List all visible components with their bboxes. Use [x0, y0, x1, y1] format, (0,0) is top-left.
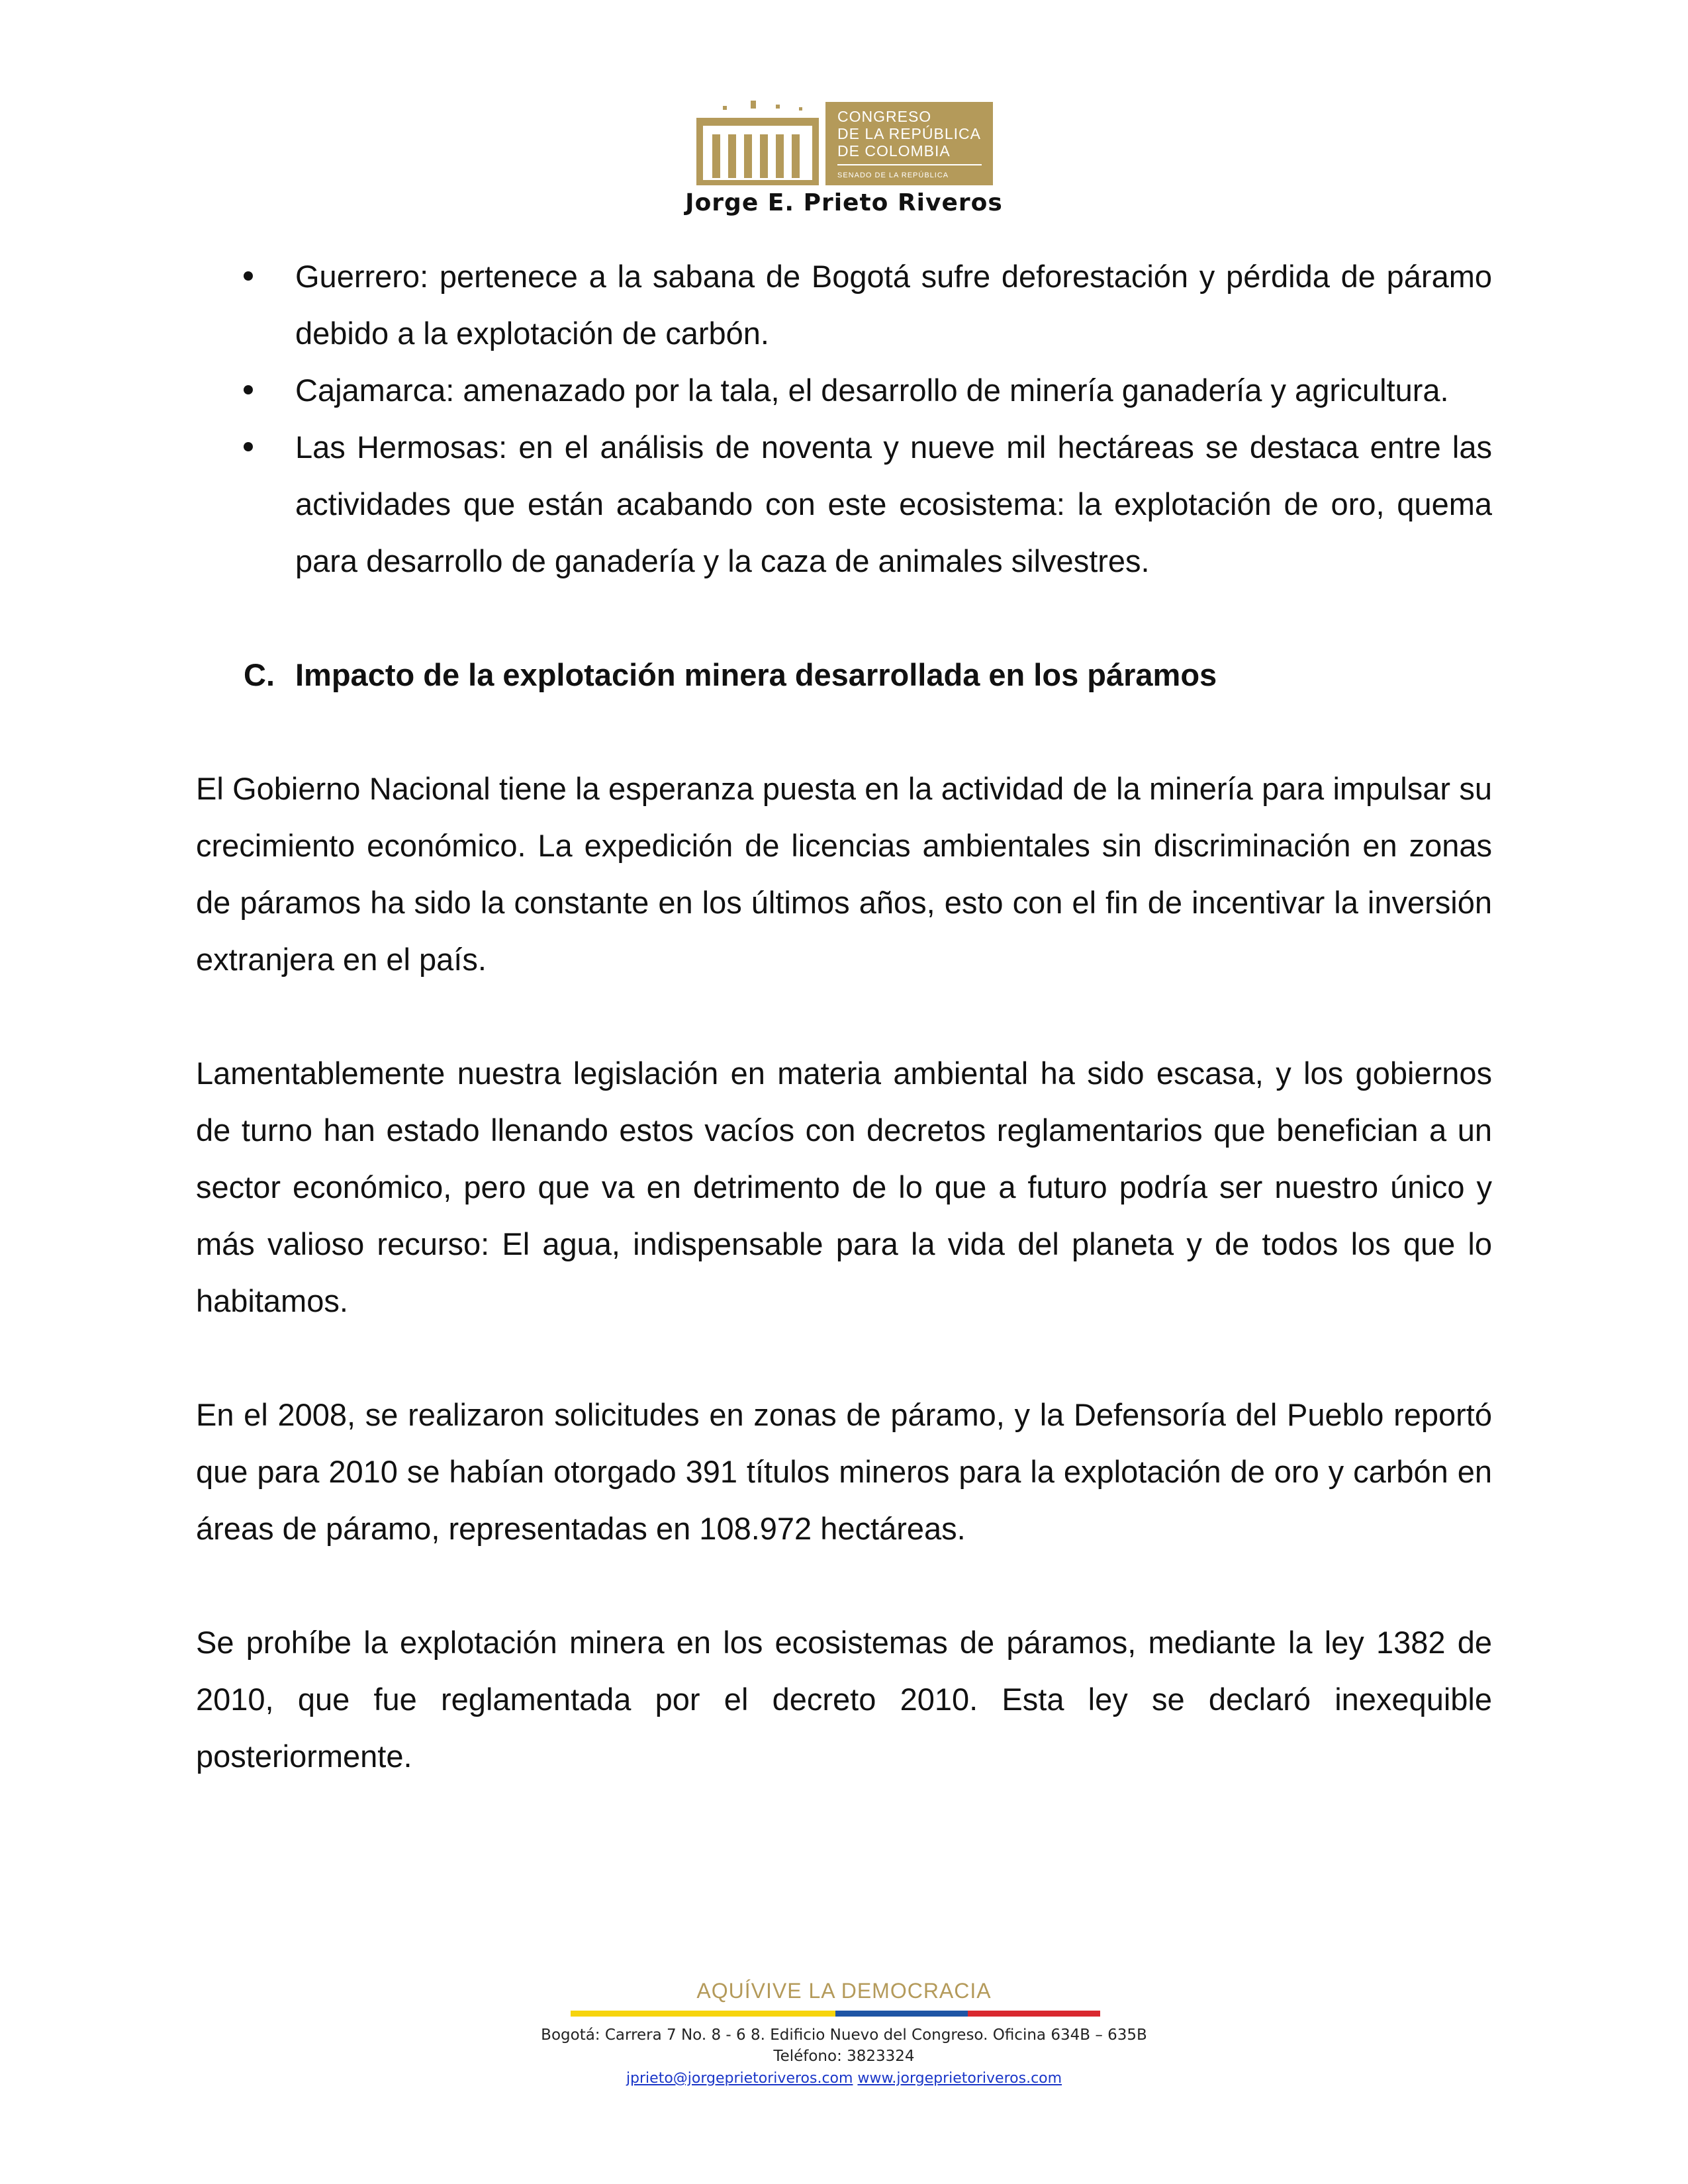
website-link[interactable]: www.jorgeprietoriveros.com [857, 2070, 1062, 2087]
bullet-icon [244, 442, 253, 451]
paragraph: El Gobierno Nacional tiene la esperanza puesta en la actividad de la minería para impulsar su crecimiento económico. La expedición de licencias ambientales sin discriminación en zonas de páramos ha sido la constante en los últimos años, esto con el fin de incentivar la inversión extranjera en el país. [196, 771, 1492, 977]
logo-divider [837, 164, 982, 165]
list-item-text: Guerrero: pertenece a la sabana de Bogotá sufre deforestación y pérdida de páramo debido a la explotación de carbón. [295, 259, 1492, 351]
page-footer [0, 1979, 1688, 2184]
section-heading [196, 647, 1492, 704]
paragraph: Se prohíbe la explotación minera en los ecosistemas de páramos, mediante la ley 1382 de 2010, que fue reglamentada por el decreto 2010. Esta ley se declaró inexequible posteriormente. [196, 1625, 1492, 1774]
paragraph: Lamentablemente nuestra legislación en materia ambiental ha sido escasa, y los gobiernos de turno han estado llenando estos vacíos con decretos reglamentarios que benefician a un sector económico, pero que va en detrimento de lo que a futuro podría ser nuestro único y más valioso recurso: El agua, indispensable para la vida del planeta y de todos los que lo habitamos. [196, 1056, 1492, 1318]
flag-blue-stripe [835, 2011, 968, 2017]
email-link[interactable]: jprieto@jorgeprietoriveros.com [626, 2070, 853, 2087]
logo-line-1: CONGRESO [837, 108, 932, 125]
congreso-logo [690, 98, 994, 188]
list-item-text: Cajamarca: amenazado por la tala, el desarrollo de minería ganadería y agricultura. [295, 373, 1449, 408]
logo-line-2: DE LA REPÚBLICA [837, 125, 981, 142]
bullet-icon [244, 385, 253, 394]
logo-line-3: DE COLOMBIA [837, 142, 951, 159]
list-item [196, 362, 1492, 419]
logo-subline: SENADO DE LA REPÚBLICA [837, 171, 949, 179]
capitol-emblem-icon [690, 98, 825, 188]
flag-red-stripe [968, 2011, 1100, 2017]
list-item [196, 419, 1492, 590]
bullet-list [196, 248, 1492, 590]
logo-name-box [825, 102, 993, 185]
flag-yellow-stripe [571, 2011, 835, 2017]
footer-phone: Teléfono: 3823324 [773, 2048, 915, 2065]
document-body [196, 248, 1492, 1785]
footer-slogan: AQUÍVIVE LA DEMOCRACIA [696, 1979, 992, 2003]
bullet-icon [244, 271, 253, 281]
paragraph: En el 2008, se realizaron solicitudes en zonas de páramo, y la Defensoría del Pueblo reportó que para 2010 se habían otorgado 391 títulos mineros para la explotación de oro y carbón en áreas de páramo, representadas en 108.972 hectáreas. [196, 1397, 1492, 1546]
section-title: Impacto de la explotación minera desarrollada en los páramos [295, 657, 1217, 692]
footer-address: Bogotá: Carrera 7 No. 8 - 6 8. Edificio Nuevo del Congreso. Oficina 634B – 635B [541, 2026, 1147, 2044]
author-name: Jorge E. Prieto Riveros [685, 189, 1003, 216]
footer-links [0, 2070, 1688, 2087]
colombia-flag-bar [571, 2011, 1100, 2017]
section-letter: C. [244, 657, 275, 692]
page-header [0, 0, 1688, 225]
list-item [196, 248, 1492, 362]
list-item-text: Las Hermosas: en el análisis de noventa y nueve mil hectáreas se destaca entre las actividades que están acabando con este ecosistema: la explotación de oro, quema para desarrollo de ganadería y la caza de animales silvestres. [295, 430, 1492, 578]
